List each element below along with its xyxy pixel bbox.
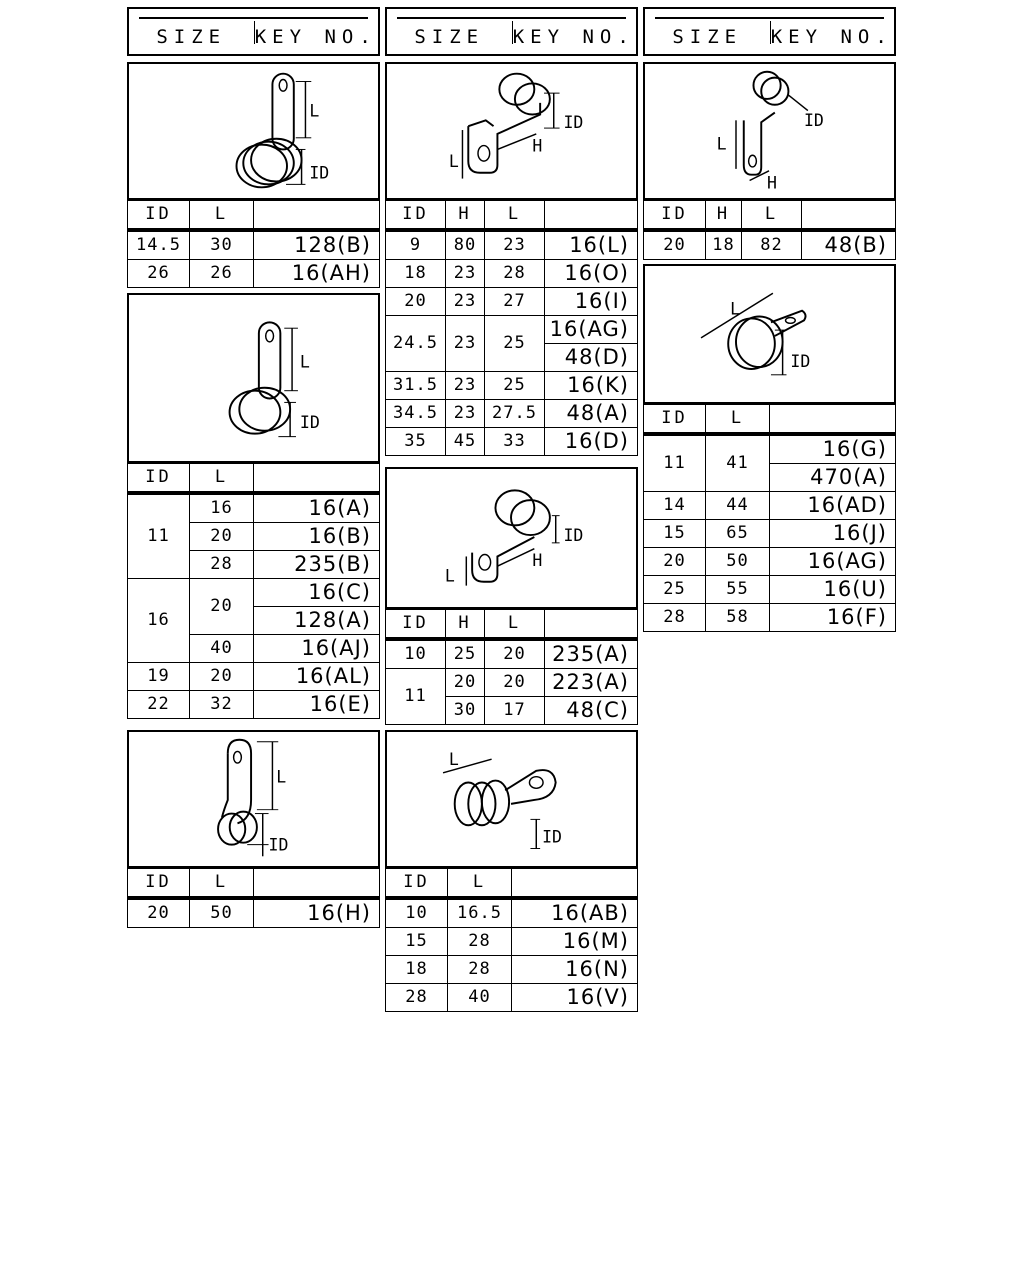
clamp-diagram-single-offset <box>385 467 638 609</box>
dimension-cell: 23 <box>485 230 545 260</box>
clamp-diagram-ring-flat-tab <box>643 264 896 404</box>
key-number-cell: 16(AD) <box>770 492 896 520</box>
dimension-cell: 20 <box>190 523 254 551</box>
svg-text:ID: ID <box>563 113 584 133</box>
key-number-cell: 16(C) <box>254 579 380 607</box>
dimension-cell: 23 <box>446 400 485 428</box>
key-number-cell: 48(D) <box>545 344 638 372</box>
dimension-cell: 11 <box>386 669 446 725</box>
key-number-cell: 16(I) <box>545 288 638 316</box>
key-no-label: KEY NO. <box>512 25 635 48</box>
dimension-cell: 20 <box>190 663 254 691</box>
key-number-cell: 16(F) <box>770 604 896 632</box>
key-number-cell: 16(H) <box>254 898 380 928</box>
dimension-cell: 32 <box>190 691 254 719</box>
table-row <box>128 898 380 928</box>
dimension-cell: 11 <box>644 434 706 492</box>
dimension-cell: 44 <box>706 492 770 520</box>
svg-text:ID: ID <box>563 525 584 545</box>
dimension-cell: 28 <box>448 928 512 956</box>
key-number-cell: 16(V) <box>512 984 638 1012</box>
key-number-cell: 16(AH) <box>254 260 380 288</box>
dimension-cell: 58 <box>706 604 770 632</box>
table-row <box>128 663 380 691</box>
spec-table-6: ID L 10 16.5 16(AB) 15 28 16(M) 18 28 16(N) 28 40 16(V) <box>385 868 638 1012</box>
table-row <box>644 492 896 520</box>
svg-text:L: L <box>276 767 287 787</box>
key-number-cell: 16(L) <box>545 230 638 260</box>
table-row <box>644 520 896 548</box>
size-key-header-col1 <box>127 7 380 56</box>
dimension-cell: 20 <box>386 288 446 316</box>
key-number-cell: 16(U) <box>770 576 896 604</box>
svg-text:ID: ID <box>268 835 289 855</box>
dimension-cell: 22 <box>128 691 190 719</box>
table-row <box>386 669 638 697</box>
dimension-cell: 28 <box>644 604 706 632</box>
dimension-cell: 40 <box>448 984 512 1012</box>
key-number-cell: 128(B) <box>254 230 380 260</box>
dimension-cell: 10 <box>386 639 446 669</box>
size-key-header-col3 <box>643 7 896 56</box>
dimension-cell: 31.5 <box>386 372 446 400</box>
dimension-cell: 25 <box>485 372 545 400</box>
dimension-cell: 65 <box>706 520 770 548</box>
size-label: SIZE <box>156 25 227 48</box>
key-number-cell: 16(AJ) <box>254 635 380 663</box>
table-row <box>386 956 638 984</box>
dimension-cell: 9 <box>386 230 446 260</box>
dimension-cell: 17 <box>485 697 545 725</box>
key-number-cell: 16(E) <box>254 691 380 719</box>
svg-text:ID: ID <box>299 412 320 432</box>
dimension-cell: 30 <box>190 230 254 260</box>
table-row <box>386 400 638 428</box>
dimension-cell: 27 <box>485 288 545 316</box>
key-number-cell: 16(N) <box>512 956 638 984</box>
dimension-cell: 50 <box>190 898 254 928</box>
key-number-cell: 16(M) <box>512 928 638 956</box>
dimension-cell: 10 <box>386 898 448 928</box>
dimension-cell: 16.5 <box>448 898 512 928</box>
table-row <box>386 898 638 928</box>
dimension-cell: 28 <box>448 956 512 984</box>
spec-table-8: ID L 11 41 16(G) 470(A) 14 44 16(AD) 15 65 16(J) 20 50 16(AG) 25 55 16(U) 28 58 16(F) <box>643 404 896 632</box>
key-number-cell: 16(A) <box>254 493 380 523</box>
dimension-cell: 41 <box>706 434 770 492</box>
key-number-cell: 16(AG) <box>545 316 638 344</box>
table-row <box>128 579 380 607</box>
dim-l-label: L <box>309 101 320 121</box>
dimension-cell: 25 <box>485 316 545 372</box>
dimension-cell: 14 <box>644 492 706 520</box>
dimension-cell: 40 <box>190 635 254 663</box>
dimension-cell: 45 <box>446 428 485 456</box>
svg-text:L: L <box>730 299 741 319</box>
table-row <box>128 493 380 523</box>
clamp-diagram-single-loop-tab <box>127 293 380 463</box>
table-row <box>386 260 638 288</box>
svg-text:H: H <box>532 551 543 571</box>
spec-table-5: ID H L 10 25 20 235(A) 11 20 20 223(A) 30 17 48(C) <box>385 609 638 725</box>
dimension-cell: 26 <box>128 260 190 288</box>
dimension-cell: 25 <box>446 639 485 669</box>
dimension-cell: 35 <box>386 428 446 456</box>
dimension-cell: 23 <box>446 288 485 316</box>
spec-table-3: ID L 20 50 16(H) <box>127 868 380 928</box>
dimension-cell: 82 <box>742 230 802 260</box>
table-row <box>644 434 896 464</box>
dimension-cell: 11 <box>128 493 190 579</box>
key-number-cell: 16(K) <box>545 372 638 400</box>
svg-text:H: H <box>767 173 778 193</box>
dimension-cell: 19 <box>128 663 190 691</box>
table-row <box>386 639 638 669</box>
spec-table-1: ID L 14.5 30 128(B) 26 26 16(AH) <box>127 200 380 288</box>
table-row <box>128 260 380 288</box>
dimension-cell: 28 <box>386 984 448 1012</box>
clamp-diagram-coil-tab <box>127 62 380 200</box>
key-number-cell: 128(A) <box>254 607 380 635</box>
dimension-cell: 30 <box>446 697 485 725</box>
table-row <box>386 928 638 956</box>
dimension-cell: 55 <box>706 576 770 604</box>
key-number-cell: 16(AB) <box>512 898 638 928</box>
svg-text:L: L <box>448 151 459 171</box>
key-number-cell: 235(B) <box>254 551 380 579</box>
dimension-cell: 20 <box>446 669 485 697</box>
table-row <box>128 230 380 260</box>
table-row <box>644 548 896 576</box>
dim-id-label: ID <box>309 163 330 183</box>
clamp-diagram-tall-offset <box>643 62 896 200</box>
key-number-cell: 223(A) <box>545 669 638 697</box>
table-row <box>386 428 638 456</box>
key-number-cell: 16(G) <box>770 434 896 464</box>
size-label: SIZE <box>672 25 743 48</box>
clamp-diagram-double-coil-offset <box>385 62 638 200</box>
size-label: SIZE <box>414 25 485 48</box>
dimension-cell: 20 <box>190 579 254 635</box>
table-row <box>386 230 638 260</box>
svg-text:L: L <box>448 750 459 770</box>
table-row <box>128 691 380 719</box>
table-row <box>644 604 896 632</box>
dimension-cell: 23 <box>446 372 485 400</box>
key-number-cell: 16(B) <box>254 523 380 551</box>
dimension-cell: 15 <box>644 520 706 548</box>
key-number-cell: 16(AG) <box>770 548 896 576</box>
svg-text:ID: ID <box>542 827 562 847</box>
dimension-cell: 20 <box>485 669 545 697</box>
key-number-cell: 48(C) <box>545 697 638 725</box>
dimension-cell: 20 <box>128 898 190 928</box>
table-row <box>644 576 896 604</box>
dimension-cell: 27.5 <box>485 400 545 428</box>
key-no-label: KEY NO. <box>254 25 377 48</box>
table-row <box>386 984 638 1012</box>
table-row <box>644 230 896 260</box>
dimension-cell: 18 <box>386 260 446 288</box>
key-no-label: KEY NO. <box>770 25 893 48</box>
dimension-cell: 16 <box>190 493 254 523</box>
svg-text:L: L <box>716 134 727 154</box>
dimension-cell: 23 <box>446 260 485 288</box>
spec-table-7: ID H L 20 18 82 48(B) <box>643 200 896 260</box>
key-number-cell: 16(AL) <box>254 663 380 691</box>
clamp-diagram-cushion-coil <box>385 730 638 868</box>
svg-text:ID: ID <box>803 111 824 131</box>
key-number-cell: 16(D) <box>545 428 638 456</box>
dimension-cell: 25 <box>644 576 706 604</box>
table-row <box>386 288 638 316</box>
table-row <box>386 316 638 344</box>
key-number-cell: 235(A) <box>545 639 638 669</box>
dimension-cell: 23 <box>446 316 485 372</box>
dimension-cell: 14.5 <box>128 230 190 260</box>
spec-table-4: ID H L 9 80 23 16(L) 18 23 28 16(O) 20 23 27 16(I) 24.5 23 25 16(AG) 48(D) 31.5 23 25 16(K) 34.5 23 27.5 48(A) 35 45 33 16(D) <box>385 200 638 456</box>
svg-text:L: L <box>444 566 455 586</box>
dimension-cell: 80 <box>446 230 485 260</box>
dimension-cell: 16 <box>128 579 190 663</box>
svg-text:ID: ID <box>790 352 811 372</box>
dimension-cell: 20 <box>485 639 545 669</box>
key-number-cell: 48(B) <box>802 230 896 260</box>
dimension-cell: 18 <box>386 956 448 984</box>
svg-text:L: L <box>299 352 310 372</box>
dimension-cell: 28 <box>485 260 545 288</box>
clamp-diagram-p-tab <box>127 730 380 868</box>
dimension-cell: 18 <box>706 230 742 260</box>
size-key-header-col2 <box>385 7 638 56</box>
dimension-cell: 20 <box>644 230 706 260</box>
dimension-cell: 34.5 <box>386 400 446 428</box>
key-number-cell: 470(A) <box>770 464 896 492</box>
spec-table-2: ID L 11 16 16(A) 20 16(B) 28 235(B) 16 20 16(C) 128(A) 40 16(AJ) 19 20 16(AL) 22 32 16(E) <box>127 463 380 719</box>
dimension-cell: 26 <box>190 260 254 288</box>
key-number-cell: 16(J) <box>770 520 896 548</box>
dimension-cell: 15 <box>386 928 448 956</box>
svg-text:H: H <box>532 136 543 156</box>
dimension-cell: 33 <box>485 428 545 456</box>
key-number-cell: 48(A) <box>545 400 638 428</box>
dimension-cell: 24.5 <box>386 316 446 372</box>
dimension-cell: 20 <box>644 548 706 576</box>
dimension-cell: 50 <box>706 548 770 576</box>
key-number-cell: 16(O) <box>545 260 638 288</box>
dimension-cell: 28 <box>190 551 254 579</box>
table-row <box>386 372 638 400</box>
